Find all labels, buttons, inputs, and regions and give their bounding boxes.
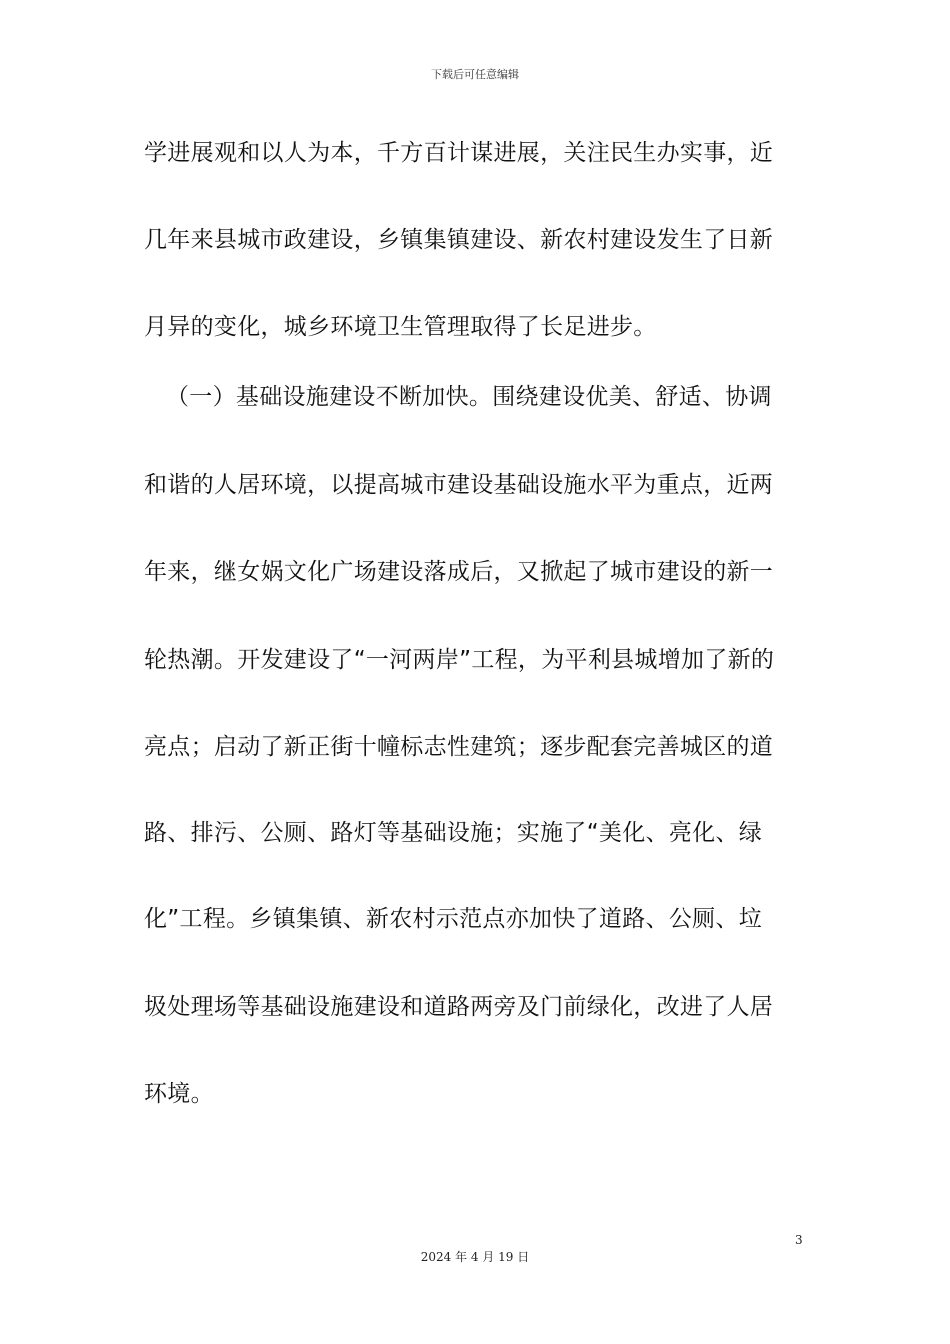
- footer-date: 2024 年 4 月 19 日: [420, 1250, 530, 1264]
- body-line: 年来，继女娲文化广场建设落成后，又掀起了城市建设的新一: [144, 559, 774, 585]
- body-line: 亮点；启动了新正街十幢标志性建筑；逐步配套完善城区的道: [144, 734, 774, 760]
- page-number: 3: [795, 1233, 803, 1247]
- page-header: 下载后可任意编辑: [431, 68, 519, 81]
- body-line: 化”工程。乡镇集镇、新农村示范点亦加快了道路、公厕、垃: [144, 906, 763, 932]
- body-line: 学进展观和以人为本，千方百计谋进展，关注民生办实事，近: [144, 140, 774, 166]
- body-line: 和谐的人居环境，以提高城市建设基础设施水平为重点，近两: [144, 472, 774, 498]
- body-line: 圾处理场等基础设施建设和道路两旁及门前绿化，改进了人居: [144, 994, 774, 1020]
- body-line: 几年来县城市政建设，乡镇集镇建设、新农村建设发生了日新: [144, 227, 774, 253]
- body-line: 路、排污、公厕、路灯等基础设施；实施了“美化、亮化、绿: [144, 820, 763, 846]
- body-line: 环境。: [144, 1081, 214, 1107]
- paragraph-heading-line: （一）基础设施建设不断加快。围绕建设优美、舒适、协调: [166, 384, 772, 410]
- body-line: 轮热潮。开发建设了“一河两岸”工程，为平利县城增加了新的: [144, 647, 775, 673]
- body-line: 月异的变化，城乡环境卫生管理取得了长足进步。: [144, 314, 657, 340]
